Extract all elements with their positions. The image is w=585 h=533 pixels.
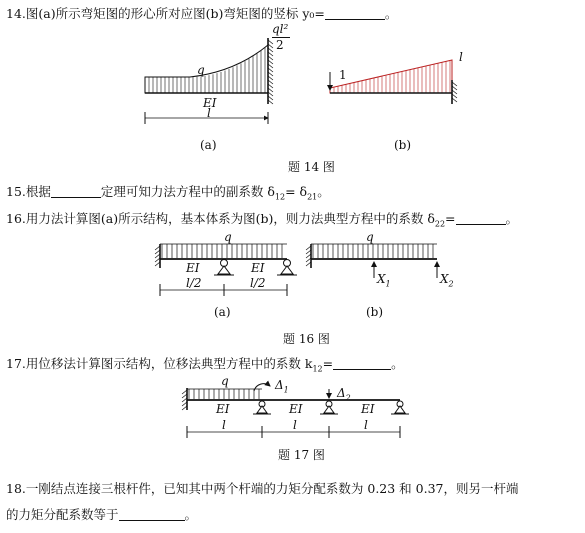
fig17-span-1: l bbox=[222, 418, 226, 432]
q17-answer-blank[interactable] bbox=[333, 357, 391, 370]
fig16b-load-label: q bbox=[366, 230, 374, 244]
fig16a-ei-right: EI bbox=[251, 261, 265, 275]
fig17-delta1-sym: Δ bbox=[275, 378, 284, 392]
q16-answer-blank[interactable] bbox=[456, 212, 506, 225]
q16-period: 。 bbox=[505, 211, 519, 226]
fig14b-right-value: l bbox=[459, 50, 463, 64]
question-16 bbox=[6, 209, 518, 229]
fig16b-x1-sub: 1 bbox=[385, 279, 391, 289]
fig17-delta1 bbox=[275, 378, 289, 394]
q15-number: 15. bbox=[6, 184, 26, 199]
fig16b-x2-label bbox=[440, 272, 454, 288]
q18-number: 18. bbox=[6, 481, 26, 496]
q16-text: 用力法计算图(a)所示结构，基本体系为图(b)，则力法典型方程中的系数 δ bbox=[25, 211, 435, 226]
question-15 bbox=[6, 182, 330, 202]
q14-period: 。 bbox=[384, 6, 398, 21]
fig14b-caption: (b) bbox=[394, 138, 412, 152]
q17-number: 17. bbox=[6, 356, 26, 371]
fig16-title: 题 16 图 bbox=[283, 332, 330, 346]
fig17-rotation-arrow bbox=[254, 384, 270, 391]
q17-period: 。 bbox=[391, 356, 404, 371]
q16-sub: 22 bbox=[434, 219, 446, 229]
fig14a-top-label: ql² bbox=[272, 22, 289, 36]
q17-eq: = bbox=[322, 356, 334, 371]
fig14b-moment-diagram bbox=[330, 60, 457, 104]
q14-text: 图(a)所示弯矩图的形心所对应图(b)弯矩图的竖标 y₀= bbox=[25, 6, 325, 21]
q16-eq: = bbox=[445, 211, 456, 226]
fig17-ei-3: EI bbox=[361, 402, 375, 416]
fig17-load-label: q bbox=[221, 374, 229, 388]
fig17-delta2-sub: 2 bbox=[345, 393, 351, 403]
fig16a-span-right: l/2 bbox=[250, 276, 266, 290]
question-18-line1 bbox=[6, 479, 518, 497]
fig16a-structure bbox=[155, 244, 297, 296]
fig14a-load-label: q bbox=[197, 63, 205, 77]
fig17-delta2 bbox=[337, 386, 351, 402]
q15-pre: 根据 bbox=[25, 184, 51, 199]
question-18-line2 bbox=[6, 505, 197, 523]
fig16a-ei-left: EI bbox=[186, 261, 200, 275]
q17-text: 用位移法计算图示结构，位移法典型方程中的系数 k bbox=[25, 356, 313, 371]
q17-sub: 12 bbox=[312, 364, 323, 374]
fig17-span-3: l bbox=[364, 418, 368, 432]
q15-answer-blank[interactable] bbox=[51, 185, 101, 198]
q18-text-line2: 的力矩分配系数等于 bbox=[6, 507, 119, 522]
fig14a-fraction-bar bbox=[272, 37, 290, 38]
q18-period: 。 bbox=[184, 507, 198, 522]
fig14a-caption: (a) bbox=[200, 138, 217, 152]
fig17-delta1-sub: 1 bbox=[283, 385, 289, 395]
fig14a-ei-label: EI bbox=[203, 96, 217, 110]
q18-text-line1: 一刚结点连接三根杆件，已知其中两个杆端的力矩分配系数为 0.23 和 0.37，则另一杆端 bbox=[25, 481, 519, 496]
fig17-ei-1: EI bbox=[216, 402, 230, 416]
q18-answer-blank[interactable] bbox=[119, 508, 185, 521]
fig14b-left-value: 1 bbox=[339, 68, 347, 82]
fig16b-x2: X bbox=[440, 272, 449, 286]
fig16a-caption: (a) bbox=[214, 305, 231, 319]
fig17-span-2: l bbox=[293, 418, 297, 432]
fig17-delta2-sym: Δ bbox=[337, 386, 346, 400]
fig16b-x1-label bbox=[377, 272, 391, 288]
fig14-title: 题 14 图 bbox=[288, 160, 335, 174]
fig16b-x2-sub: 2 bbox=[448, 279, 454, 289]
question-17 bbox=[6, 354, 404, 374]
fig17-title: 题 17 图 bbox=[278, 448, 325, 462]
fig16a-span-left: l/2 bbox=[186, 276, 202, 290]
q15-sub2: 21 bbox=[307, 192, 318, 202]
fig16b-x1: X bbox=[377, 272, 386, 286]
fig17-ei-2: EI bbox=[289, 402, 303, 416]
q15-sub1: 12 bbox=[274, 192, 286, 202]
fig14a-denominator: 2 bbox=[276, 38, 284, 52]
fig14a-span-label: l bbox=[207, 106, 211, 120]
fig16b-caption: (b) bbox=[366, 305, 384, 319]
q15-mid: = δ bbox=[285, 184, 308, 199]
q14-number: 14. bbox=[6, 6, 26, 21]
q15-text: 定理可知力法方程中的副系数 δ bbox=[100, 184, 275, 199]
fig16b-basic-system bbox=[306, 244, 437, 278]
q16-number: 16. bbox=[6, 211, 26, 226]
fig16a-load-label: q bbox=[224, 230, 232, 244]
q15-period: 。 bbox=[317, 184, 330, 199]
